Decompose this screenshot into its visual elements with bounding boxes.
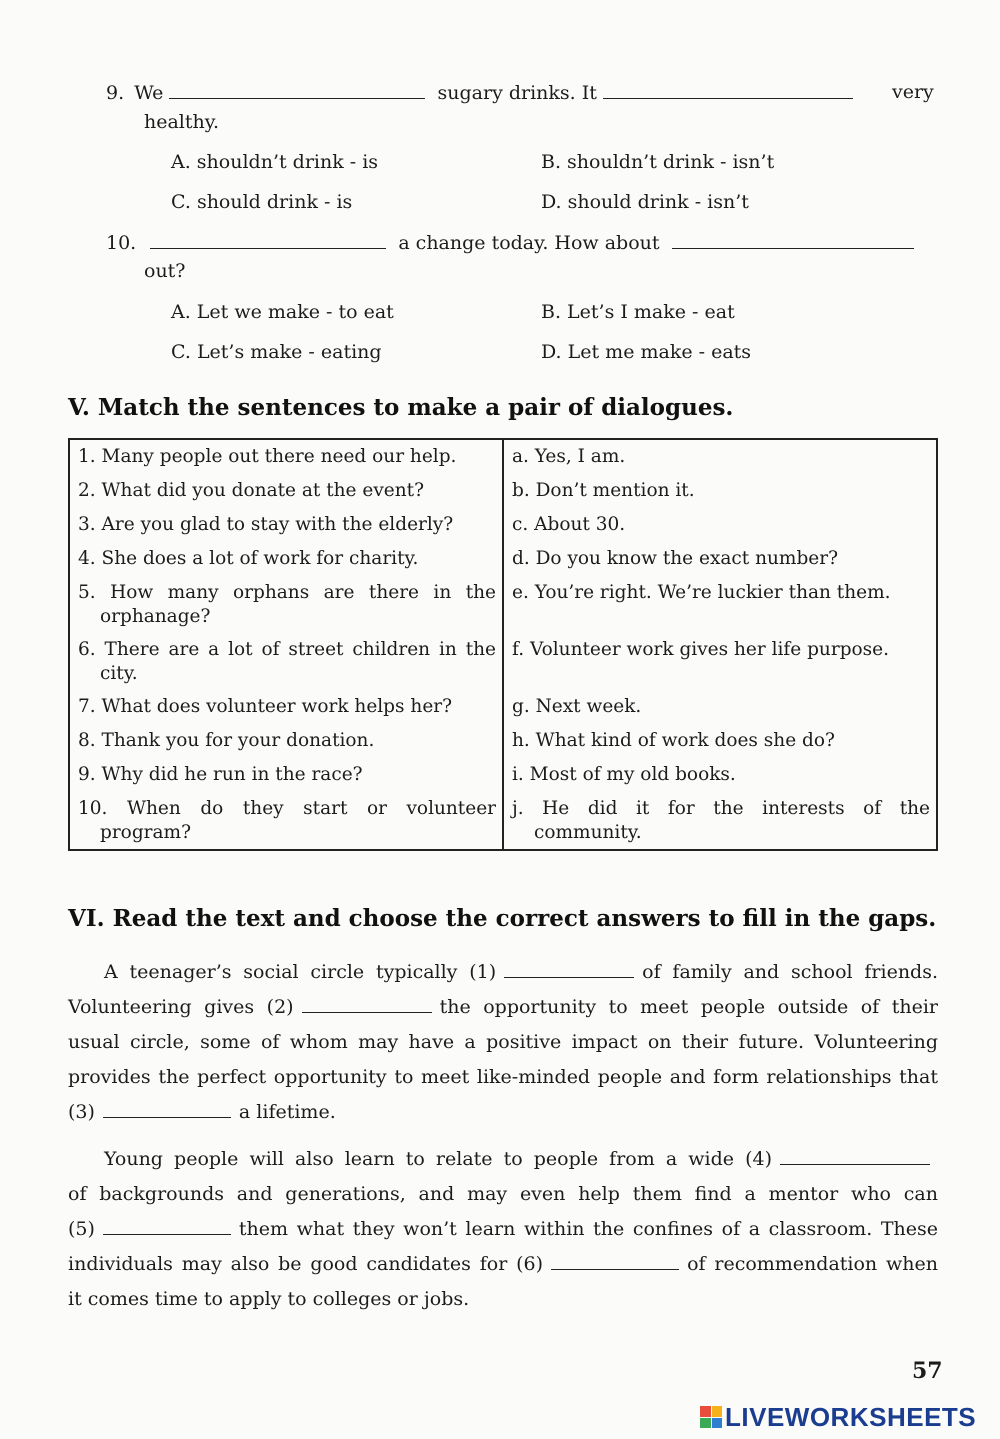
question-text: sugary drinks. It bbox=[437, 82, 597, 104]
text-fragment: it comes time to apply to colleges or jobs. bbox=[68, 1288, 470, 1310]
question-text: out? bbox=[144, 260, 186, 282]
cell-text: 1. Many people out there need our help. bbox=[78, 446, 457, 467]
cell-text-continued: city. bbox=[100, 663, 138, 684]
cell-text: 4. She does a lot of work for charity. bbox=[78, 548, 419, 569]
option-a: A. shouldn’t drink - is bbox=[171, 151, 379, 173]
text-fragment: (3) bbox=[68, 1101, 95, 1123]
text-fragment: the opportunity to meet people outside of their bbox=[439, 996, 939, 1018]
text-fragment: Volunteering gives (2) bbox=[68, 996, 294, 1018]
option-c: C. should drink - is bbox=[171, 191, 353, 213]
text-fragment: (5) bbox=[68, 1218, 95, 1240]
answer-blank[interactable] bbox=[504, 959, 634, 978]
cell-text-continued: community. bbox=[534, 822, 642, 843]
cell-text: 10. When do they start or volunteer bbox=[78, 798, 496, 819]
option-b: B. shouldn’t drink - isn’t bbox=[541, 151, 775, 173]
option-d: D. Let me make - eats bbox=[541, 341, 752, 363]
text-line bbox=[68, 1142, 938, 1177]
table-row bbox=[69, 439, 937, 474]
brand-name: LIVEWORKSHEETS bbox=[725, 1401, 977, 1432]
text-fragment: of recommendation when bbox=[687, 1253, 938, 1275]
table-row bbox=[69, 724, 937, 758]
text-line bbox=[68, 1282, 938, 1317]
brand-logo bbox=[700, 1400, 976, 1434]
text-fragment: of backgrounds and generations, and may even help them find a mentor who can bbox=[68, 1183, 938, 1205]
text-line bbox=[68, 1095, 938, 1130]
cell-text-continued: program? bbox=[100, 822, 192, 843]
text-fragment: usual circle, some of whom may have a positive impact on their future. Volunteering bbox=[68, 1031, 938, 1053]
table-row bbox=[69, 792, 937, 850]
page-number: 57 bbox=[912, 1358, 943, 1384]
question-number: 9. bbox=[106, 82, 125, 104]
option-b: B. Let’s I make - eat bbox=[541, 301, 735, 323]
question-text: very bbox=[892, 81, 934, 103]
dialogue-prompt[interactable] bbox=[69, 633, 503, 690]
cell-text: a. Yes, I am. bbox=[512, 446, 626, 467]
cell-text: 9. Why did he run in the race? bbox=[78, 764, 363, 785]
section-title: VI. Read the text and choose the correct answers to fill in the gaps. bbox=[68, 905, 937, 932]
cell-text: d. Do you know the exact number? bbox=[512, 548, 839, 569]
cell-text: b. Don’t mention it. bbox=[512, 480, 695, 501]
table-row bbox=[69, 633, 937, 690]
dialogue-response[interactable] bbox=[503, 633, 937, 690]
text-fragment: a lifetime. bbox=[238, 1101, 336, 1123]
reading-paragraph-1 bbox=[68, 955, 938, 1130]
option-d: D. should drink - isn’t bbox=[541, 191, 749, 213]
cell-text: 5. How many orphans are there in the bbox=[78, 582, 496, 603]
dialogue-response[interactable] bbox=[503, 792, 937, 850]
table-row bbox=[69, 542, 937, 576]
dialogue-response[interactable] bbox=[503, 690, 937, 724]
cell-text: 2. What did you donate at the event? bbox=[78, 480, 424, 501]
answer-blank[interactable] bbox=[103, 1099, 231, 1118]
text-fragment: individuals may also be good candidates for (6) bbox=[68, 1253, 544, 1275]
section-title: V. Match the sentences to make a pair of dialogues. bbox=[68, 394, 734, 421]
dialogue-prompt[interactable] bbox=[69, 724, 503, 758]
text-fragment: of family and school friends. bbox=[642, 961, 939, 983]
cell-text: i. Most of my old books. bbox=[512, 764, 736, 785]
dialogue-response[interactable] bbox=[503, 474, 937, 508]
option-c: C. Let’s make - eating bbox=[171, 341, 382, 363]
answer-blank[interactable] bbox=[103, 1216, 231, 1235]
question-text: We bbox=[134, 82, 164, 104]
question-text: a change today. How about bbox=[398, 232, 660, 254]
logo-icon bbox=[700, 1406, 722, 1428]
cell-text: 3. Are you glad to stay with the elderly? bbox=[78, 514, 454, 535]
answer-blank[interactable] bbox=[150, 230, 386, 249]
answer-blank[interactable] bbox=[780, 1146, 930, 1165]
text-fragment: A teenager’s social circle typically (1) bbox=[104, 961, 497, 983]
dialogue-response[interactable] bbox=[503, 439, 937, 474]
answer-blank[interactable] bbox=[672, 230, 914, 249]
text-line bbox=[68, 1247, 938, 1282]
option-a: A. Let we make - to eat bbox=[171, 301, 394, 323]
cell-text: j. He did it for the interests of the bbox=[512, 798, 930, 819]
table-row bbox=[69, 758, 937, 792]
question-10 bbox=[106, 230, 914, 255]
dialogue-prompt[interactable] bbox=[69, 439, 503, 474]
dialogue-response[interactable] bbox=[503, 724, 937, 758]
dialogue-prompt[interactable] bbox=[69, 576, 503, 633]
dialogue-response[interactable] bbox=[503, 542, 937, 576]
matching-table bbox=[68, 438, 938, 851]
answer-blank[interactable] bbox=[603, 80, 853, 99]
answer-blank[interactable] bbox=[302, 994, 432, 1013]
reading-paragraph-2 bbox=[68, 1142, 938, 1317]
dialogue-prompt[interactable] bbox=[69, 758, 503, 792]
text-line bbox=[68, 990, 938, 1025]
answer-blank[interactable] bbox=[551, 1251, 679, 1270]
question-9 bbox=[106, 80, 853, 105]
table-row bbox=[69, 576, 937, 633]
question-number: 10. bbox=[106, 232, 137, 254]
text-line bbox=[68, 1060, 938, 1095]
cell-text: c. About 30. bbox=[512, 514, 626, 535]
cell-text: g. Next week. bbox=[512, 696, 642, 717]
dialogue-prompt[interactable] bbox=[69, 690, 503, 724]
dialogue-prompt[interactable] bbox=[69, 792, 503, 850]
cell-text: e. You’re right. We’re luckier than them. bbox=[512, 582, 891, 603]
cell-text: 8. Thank you for your donation. bbox=[78, 730, 375, 751]
cell-text-continued: orphanage? bbox=[100, 606, 211, 627]
cell-text: 6. There are a lot of street children in the bbox=[78, 639, 496, 660]
dialogue-prompt[interactable] bbox=[69, 508, 503, 542]
dialogue-prompt[interactable] bbox=[69, 542, 503, 576]
dialogue-response[interactable] bbox=[503, 508, 937, 542]
cell-text: h. What kind of work does she do? bbox=[512, 730, 835, 751]
dialogue-response[interactable] bbox=[503, 576, 937, 633]
text-line bbox=[68, 1025, 938, 1060]
answer-blank[interactable] bbox=[169, 80, 425, 99]
text-fragment: them what they won’t learn within the confines of a classroom. These bbox=[238, 1218, 938, 1240]
dialogue-prompt[interactable] bbox=[69, 474, 503, 508]
cell-text: 7. What does volunteer work helps her? bbox=[78, 696, 453, 717]
dialogue-response[interactable] bbox=[503, 758, 937, 792]
question-text: healthy. bbox=[144, 111, 220, 133]
text-line bbox=[68, 1212, 938, 1247]
text-line bbox=[68, 955, 938, 990]
cell-text: f. Volunteer work gives her life purpose. bbox=[512, 639, 889, 660]
text-fragment: provides the perfect opportunity to meet like-minded people and form relationships that bbox=[68, 1066, 938, 1088]
table-row bbox=[69, 474, 937, 508]
text-fragment: Young people will also learn to relate to people from a wide (4) bbox=[104, 1148, 772, 1170]
table-row bbox=[69, 508, 937, 542]
text-line bbox=[68, 1177, 938, 1212]
table-row bbox=[69, 690, 937, 724]
